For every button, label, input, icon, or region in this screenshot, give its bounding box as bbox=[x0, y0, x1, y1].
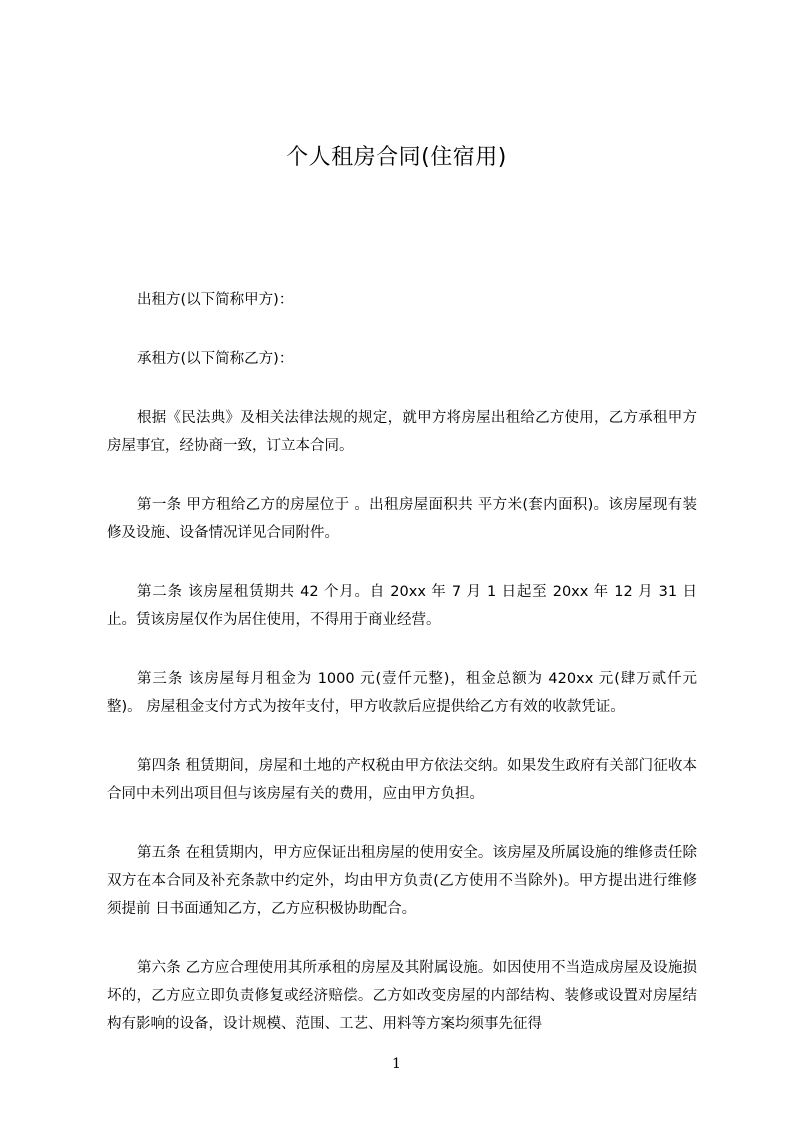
article-1: 第一条 甲方租给乙方的房屋位于 。出租房屋面积共 平方米(套内面积)。该房屋现有装修及设施、设备情况详见合同附件。 bbox=[107, 497, 697, 541]
party-lessee: 承租方(以下简称乙方)： bbox=[137, 351, 294, 367]
document-title: 个人租房合同(住宿用) bbox=[286, 145, 507, 170]
article-6: 第六条 乙方应合理使用其所承租的房屋及其附属设施。如因使用不当造成房屋及设施损坏的，乙方应立即负责修复或经济赔偿。乙方如改变房屋的内部结构、装修或设置对房屋结构有影响的设备，设计规模、范围、工艺、用料等方案均须事先征得 bbox=[107, 960, 697, 1032]
article-5: 第五条 在租赁期内，甲方应保证出租房屋的使用安全。该房屋及所属设施的维修责任除双方在本合同及补充条款中约定外，均由甲方负责(乙方使用不当除外)。甲方提出进行维修须提前 日书面通知乙方，乙方应积极协助配合。 bbox=[107, 845, 697, 917]
preamble: 根据《民法典》及相关法律法规的规定，就甲方将房屋出租给乙方使用，乙方承租甲方房屋事宜，经协商一致，订立本合同。 bbox=[107, 410, 697, 454]
page-number: 1 bbox=[392, 1056, 401, 1072]
document-body bbox=[107, 286, 697, 1069]
party-lessor: 出租方(以下简称甲方)： bbox=[137, 292, 294, 308]
article-2: 第二条 该房屋租赁期共 42 个月。自 20xx 年 7 月 1 日起至 20xx 年 12 月 31 日止。赁该房屋仅作为居住使用，不得用于商业经营。 bbox=[107, 584, 697, 628]
article-3: 第三条 该房屋每月租金为 1000 元(壹仟元整)，租金总额为 420xx 元(肆万贰仟元整)。 房屋租金支付方式为按年支付，甲方收款后应提供给乙方有效的收款凭证。 bbox=[107, 671, 697, 715]
article-4: 第四条 租赁期间，房屋和土地的产权税由甲方依法交纳。如果发生政府有关部门征收本合同中未列出项目但与该房屋有关的费用，应由甲方负担。 bbox=[107, 758, 697, 802]
